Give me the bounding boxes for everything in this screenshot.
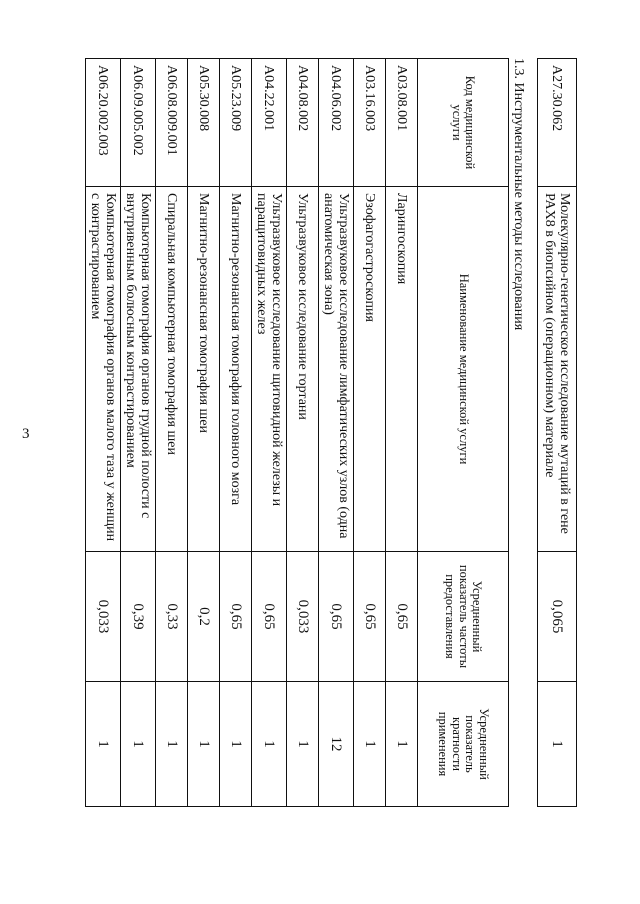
frequency-value: 0,33 [156,552,188,682]
multiplicity-value: 1 [287,682,319,807]
service-code: A06.20.002.003 [86,59,121,187]
service-code: A04.06.002 [319,59,354,187]
service-name: Молекулярно-генетическое исследование мутаций в гене PAX8 в биопсийном (операционном) материале [538,187,577,552]
service-name: Ларингоскопия [386,187,418,552]
multiplicity-value: 1 [538,682,577,807]
table-row [319,59,354,807]
section-title: 1.3. Инструментальные методы исследования [511,58,526,331]
multiplicity-value: 1 [121,682,156,807]
frequency-value: 0,39 [121,552,156,682]
frequency-value: 0,033 [86,552,121,682]
service-code: A06.09.005.002 [121,59,156,187]
service-code: A06.08.009.001 [156,59,188,187]
table-header-row [418,59,509,807]
service-code: A03.16.003 [354,59,386,187]
service-name: Компьютерная томография органов грудной полости с внутривенным болюсным контрастированием [121,187,156,552]
previous-table [537,58,577,807]
multiplicity-value: 1 [156,682,188,807]
frequency-value: 0,65 [319,552,354,682]
service-name: Магнитно-резонансная томография шеи [188,187,220,552]
table-row [386,59,418,807]
service-code: A04.08.002 [287,59,319,187]
frequency-value: 0,2 [188,552,220,682]
frequency-value: 0,065 [538,552,577,682]
frequency-value: 0,65 [220,552,252,682]
service-code: A05.23.009 [220,59,252,187]
table-row [287,59,319,807]
table-row [538,59,577,807]
service-name: Эзофагогастроскопия [354,187,386,552]
table-row [121,59,156,807]
table-row [86,59,121,807]
header-code: Код медицинской услуги [418,59,509,187]
frequency-value: 0,65 [386,552,418,682]
services-table [85,58,509,807]
header-name: Наименование медицинской услуги [418,187,509,552]
table-row [252,59,287,807]
frequency-value: 0,033 [287,552,319,682]
table-row [220,59,252,807]
multiplicity-value: 1 [354,682,386,807]
table-row [156,59,188,807]
multiplicity-value: 1 [386,682,418,807]
multiplicity-value: 1 [252,682,287,807]
service-name: Компьютерная томография органов малого таза у женщин с контрастированием [86,187,121,552]
service-name: Ультразвуковое исследование гортани [287,187,319,552]
header-frequency: Усредненный показатель частоты предоставления [418,552,509,682]
page-number: 3 [22,426,30,442]
service-name: Магнитно-резонансная томография головного мозга [220,187,252,552]
multiplicity-value: 1 [188,682,220,807]
multiplicity-value: 1 [220,682,252,807]
multiplicity-value: 1 [86,682,121,807]
table-row [354,59,386,807]
service-name: Ультразвуковое исследование лимфатических узлов (одна анатомическая зона) [319,187,354,552]
service-code: A05.30.008 [188,59,220,187]
service-name: Спиральная компьютерная томография шеи [156,187,188,552]
frequency-value: 0,65 [354,552,386,682]
table-row [188,59,220,807]
frequency-value: 0,65 [252,552,287,682]
service-code: A27.30.062 [538,59,577,187]
service-name: Ультразвуковое исследование щитовидной железы и паращитовидных желез [252,187,287,552]
multiplicity-value: 12 [319,682,354,807]
service-code: A04.22.001 [252,59,287,187]
service-code: A03.08.001 [386,59,418,187]
header-multiplicity: Усредненный показатель кратности применения [418,682,509,807]
